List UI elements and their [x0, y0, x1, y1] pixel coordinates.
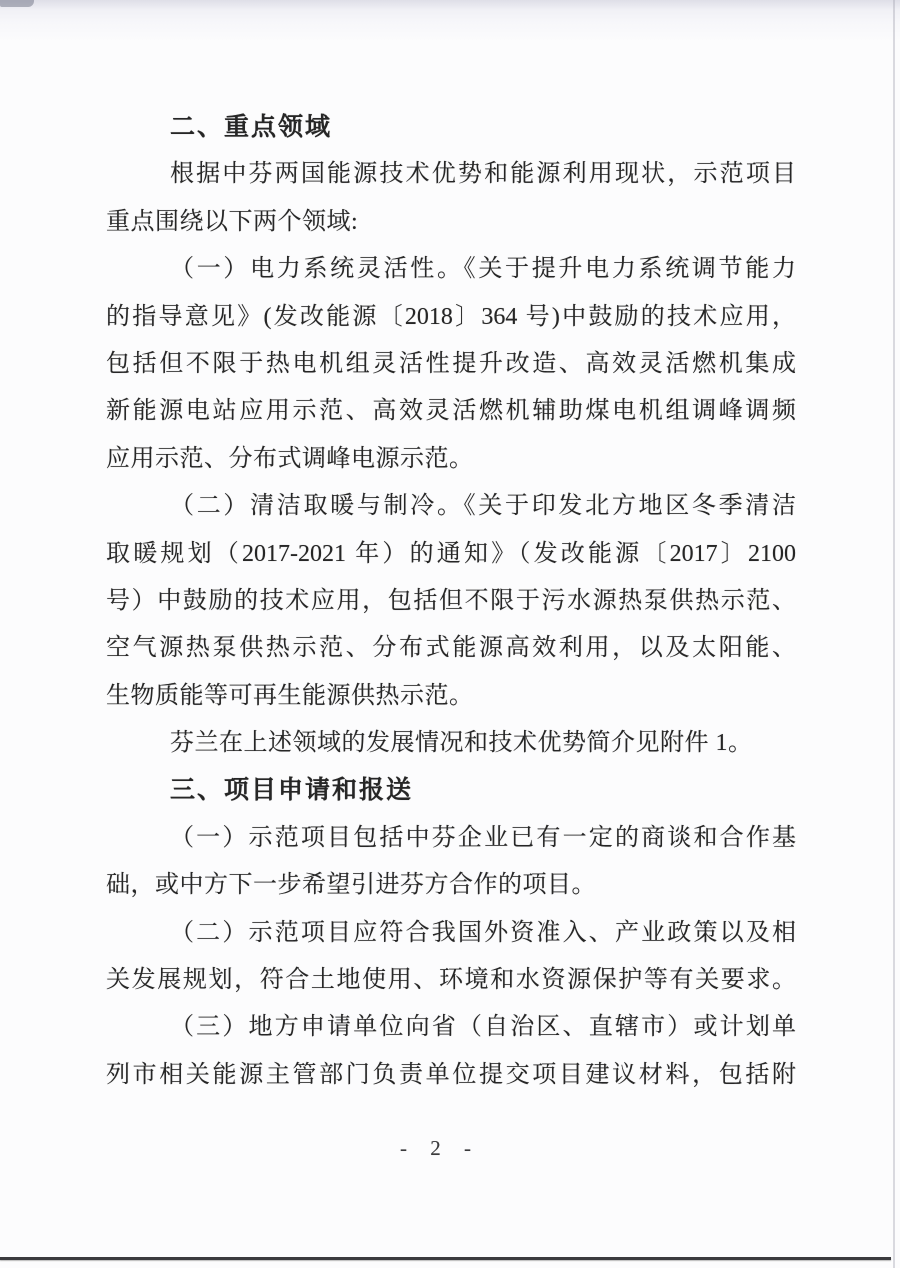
- document-body: [106, 104, 796, 1099]
- scan-artifact-right-edge: [893, 0, 895, 1268]
- text-line: 的指导意见》(发改能源〔2018〕364 号)中鼓励的技术应用，: [106, 303, 796, 330]
- text-line: （一）示范项目包括中芬企业已有一定的商谈和合作基: [170, 824, 796, 851]
- text-line: 新能源电站应用示范、高效灵活燃机辅助煤电机组调峰调频: [106, 398, 796, 425]
- scan-artifact-bottom-line: [0, 1257, 891, 1260]
- text-line: 空气源热泵供热示范、分布式能源高效利用，以及太阳能、: [106, 635, 796, 662]
- text-line: （一）电力系统灵活性。《关于提升电力系统调节能力: [170, 256, 796, 283]
- page-number: - 2 -: [400, 1136, 480, 1160]
- text-line: （三）地方申请单位向省（自治区、直辖市）或计划单: [170, 1014, 796, 1041]
- text-line: 重点围绕以下两个领域:: [106, 208, 359, 235]
- text-line: （二）清洁取暖与制冷。《关于印发北方地区冬季清洁: [170, 493, 796, 520]
- section-heading: 二、重点领域: [170, 113, 333, 141]
- text-line: 取暖规划（2017-2021 年）的通知》（发改能源〔2017〕2100: [106, 540, 796, 567]
- text-line: 关发展规划，符合土地使用、环境和水资源保护等有关要求。: [106, 967, 796, 994]
- text-line: 号）中鼓励的技术应用，包括但不限于污水源热泵供热示范、: [106, 587, 796, 614]
- text-line: 础，或中方下一步希望引进芬方合作的项目。: [106, 872, 596, 899]
- text-line: 芬兰在上述领域的发展情况和技术优势简介见附件 1。: [170, 730, 753, 757]
- text-line: 根据中芬两国能源技术优势和能源利用现状，示范项目: [170, 161, 796, 188]
- scan-artifact-top-band: [0, 0, 900, 42]
- text-line: 应用示范、分布式调峰电源示范。: [106, 445, 474, 472]
- text-line: 列市相关能源主管部门负责单位提交项目建议材料，包括附: [106, 1061, 796, 1088]
- text-line: （二）示范项目应符合我国外资准入、产业政策以及相: [170, 919, 796, 946]
- text-line: 包括但不限于热电机组灵活性提升改造、高效灵活燃机集成: [106, 350, 796, 377]
- section-heading: 三、项目申请和报送: [170, 776, 414, 805]
- scan-artifact-corner-mark: [0, 0, 34, 7]
- text-line: 生物质能等可再生能源供热示范。: [106, 682, 474, 709]
